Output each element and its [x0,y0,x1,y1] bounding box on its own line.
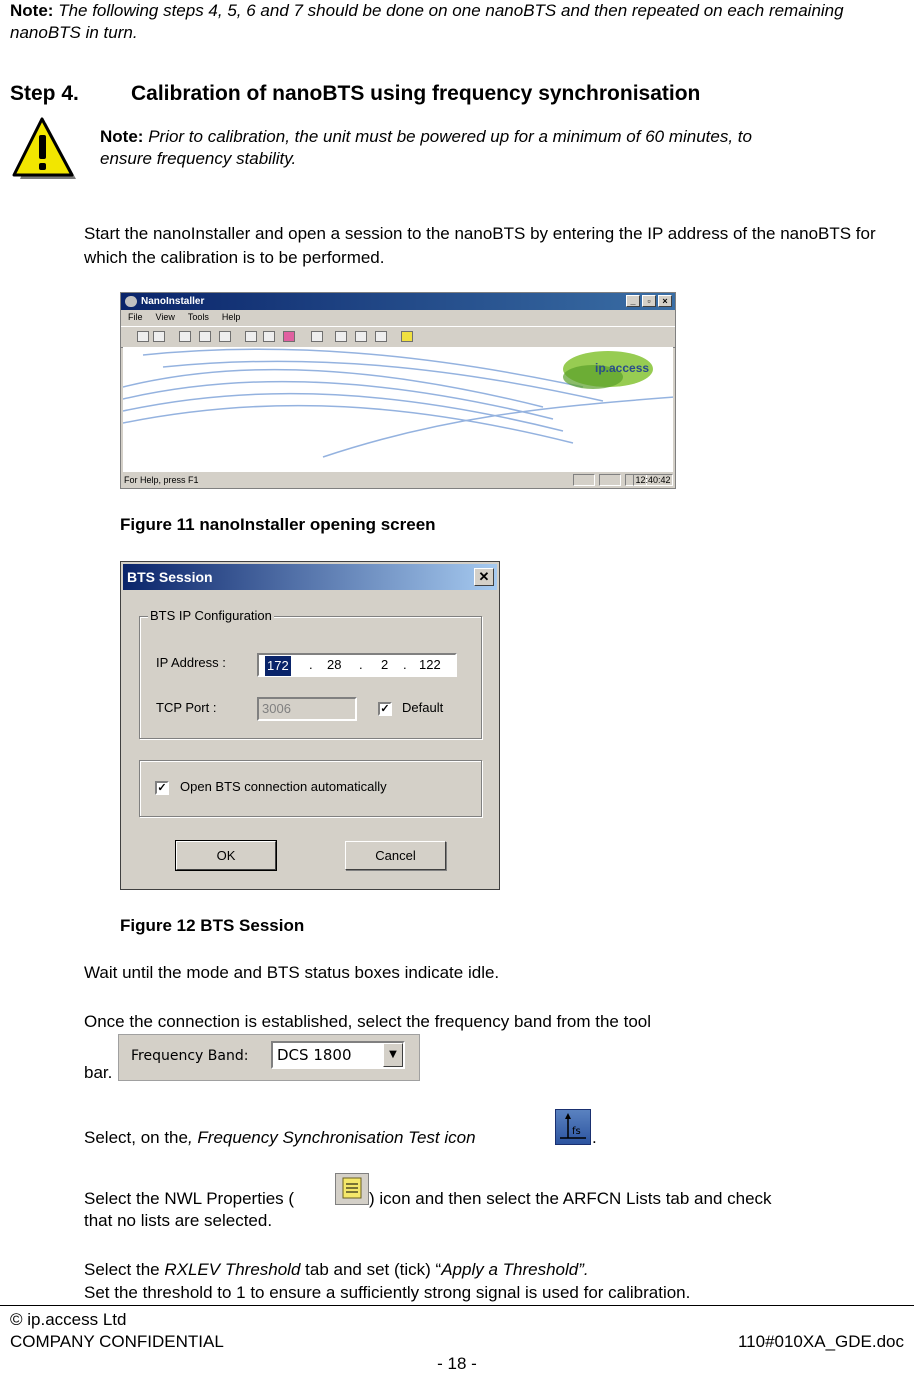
ip-address-label: IP Address : [156,655,226,670]
ip-octet-1: 172 [265,656,291,676]
status-box [599,474,621,486]
instruction-start-installer: Start the nanoInstaller and open a session to the nanoBTS by entering the IP address of the nanoBTS for which the calibration is to be performed. [84,224,876,267]
warning-note [100,126,800,170]
close-icon[interactable]: × [658,295,672,307]
bts-session-dialog [120,561,500,890]
frequency-sync-test-glyph [556,1110,590,1144]
figure-12-caption: Figure 12 BTS Session [120,916,305,935]
status-help-text: For Help, press F1 [124,475,199,485]
window-title-bar [121,293,675,310]
window-title: NanoInstaller [141,296,205,307]
figure-11-caption: Figure 11 nanoInstaller opening screen [120,515,436,534]
auto-connect-checkbox[interactable]: ✓ [155,781,169,795]
menu-help[interactable]: Help [221,312,241,322]
instruction-threshold: Set the threshold to 1 to ensure a sufficiently strong signal is used for calibration. [84,1283,691,1302]
instruction-nwl-c: that no lists are selected. [84,1211,273,1230]
ip-access-logo: ip.access [595,361,650,375]
text-italic: RXLEV Threshold [164,1260,301,1279]
session-icon[interactable] [283,331,295,342]
group-legend: BTS IP Configuration [150,608,272,623]
instruction-nwl-b: ) icon and then select the ARFCN Lists tab and check [369,1189,772,1208]
status-box [573,474,595,486]
footer-confidential: COMPANY CONFIDENTIAL [10,1332,224,1351]
cut-icon[interactable] [179,331,191,342]
default-checkbox[interactable]: ✓ [378,702,392,716]
instruction-fsync-test [84,1127,476,1149]
menu-file[interactable]: File [128,312,143,322]
footer-doc-id: 110#010XA_GDE.doc [737,1332,904,1351]
client-area [123,347,673,472]
text: Select the [84,1260,160,1279]
ip-octet-2: 28 [327,657,342,672]
ip-octet-4: 122 [419,657,441,672]
menu-view[interactable]: View [155,312,175,322]
status-clock: 12:40:42 [633,474,673,486]
step-number: Step 4. [10,82,79,105]
list-icon[interactable] [355,331,367,342]
nanoinstaller-window [120,292,676,489]
instruction-wait-idle: Wait until the mode and BTS status boxes indicate idle. [84,963,500,982]
top-note-text: The following steps 4, 5, 6 and 7 should be done on one nanoBTS and then repeated on each remaining nanoBTS in turn. [10,1,844,42]
auto-connect-label: Open BTS connection automatically [180,779,387,794]
frequency-band-toolbar [118,1034,420,1081]
paste-icon[interactable] [219,331,231,342]
ip-dot: . [359,657,363,672]
default-label: Default [402,700,444,715]
ip-dot: . [309,657,313,672]
warning-note-text: Prior to calibration, the unit must be powered up for a minimum of 60 minutes, to ensure frequency stability. [100,127,752,168]
toolbar [121,326,675,348]
ok-button[interactable]: OK [176,841,276,870]
ip-address-input[interactable] [257,653,457,677]
background-swirls [123,347,673,472]
warning-icon [10,115,78,185]
dialog-title: BTS Session [127,569,213,585]
frequency-sync-test-icon[interactable] [555,1109,591,1145]
page-number: - 18 - [437,1354,477,1373]
period: . [592,1128,597,1147]
close-icon[interactable]: ✕ [474,568,494,586]
menu-bar [121,310,675,325]
status-bar [121,472,675,488]
text: tab and set (tick) “ [305,1260,442,1279]
ip-octet-3: 2 [381,657,389,672]
top-note [10,0,900,44]
dropdown-arrow-icon[interactable]: ▼ [383,1043,403,1067]
cancel-button[interactable]: Cancel [345,841,446,870]
nwl-properties-glyph [336,1174,368,1204]
tile-icon[interactable] [335,331,347,342]
menu-tools[interactable]: Tools [187,312,209,322]
print-icon[interactable] [311,331,323,342]
minimize-icon[interactable]: _ [626,295,640,307]
tcp-port-input[interactable]: 3006 [257,697,357,721]
help-icon[interactable] [401,331,413,342]
properties-icon[interactable] [263,331,275,342]
warning-note-label: Note: [100,127,144,146]
dialog-title-bar [123,564,497,590]
frequency-band-select[interactable] [271,1041,405,1069]
auto-connect-group [139,760,482,817]
open-icon[interactable] [137,331,149,342]
instruction-nwl-a: Select the NWL Properties ( [84,1189,295,1208]
copy-icon[interactable] [199,331,211,342]
maximize-icon[interactable]: ▫ [642,295,656,307]
instruction-rxlev [84,1259,589,1281]
columns-icon[interactable] [375,331,387,342]
ip-config-group [139,608,482,739]
instruction-select-band: Once the connection is established, select the frequency band from the tool [84,1012,652,1031]
svg-text:fs: fs [572,1126,581,1137]
frequency-band-value: DCS 1800 [277,1046,352,1064]
save-icon[interactable] [153,331,165,342]
footer-company: © ip.access Ltd [10,1310,127,1329]
instruction-select-band-end: bar. [84,1063,113,1082]
frequency-band-label: Frequency Band: [131,1048,249,1064]
ip-dot: . [403,657,407,672]
text-italic: , Frequency Synchronisation Test icon [187,1128,476,1147]
app-icon [125,296,137,307]
new-icon[interactable] [245,331,257,342]
step-title: Calibration of nanoBTS using frequency synchronisation [131,82,701,105]
tcp-port-label: TCP Port : [156,700,217,715]
nwl-properties-icon[interactable] [335,1173,369,1205]
top-note-label: Note: [10,1,54,20]
footer-divider [0,1305,914,1306]
text: Select, on the [84,1128,188,1147]
text-italic: Apply a Threshold”. [441,1260,589,1279]
